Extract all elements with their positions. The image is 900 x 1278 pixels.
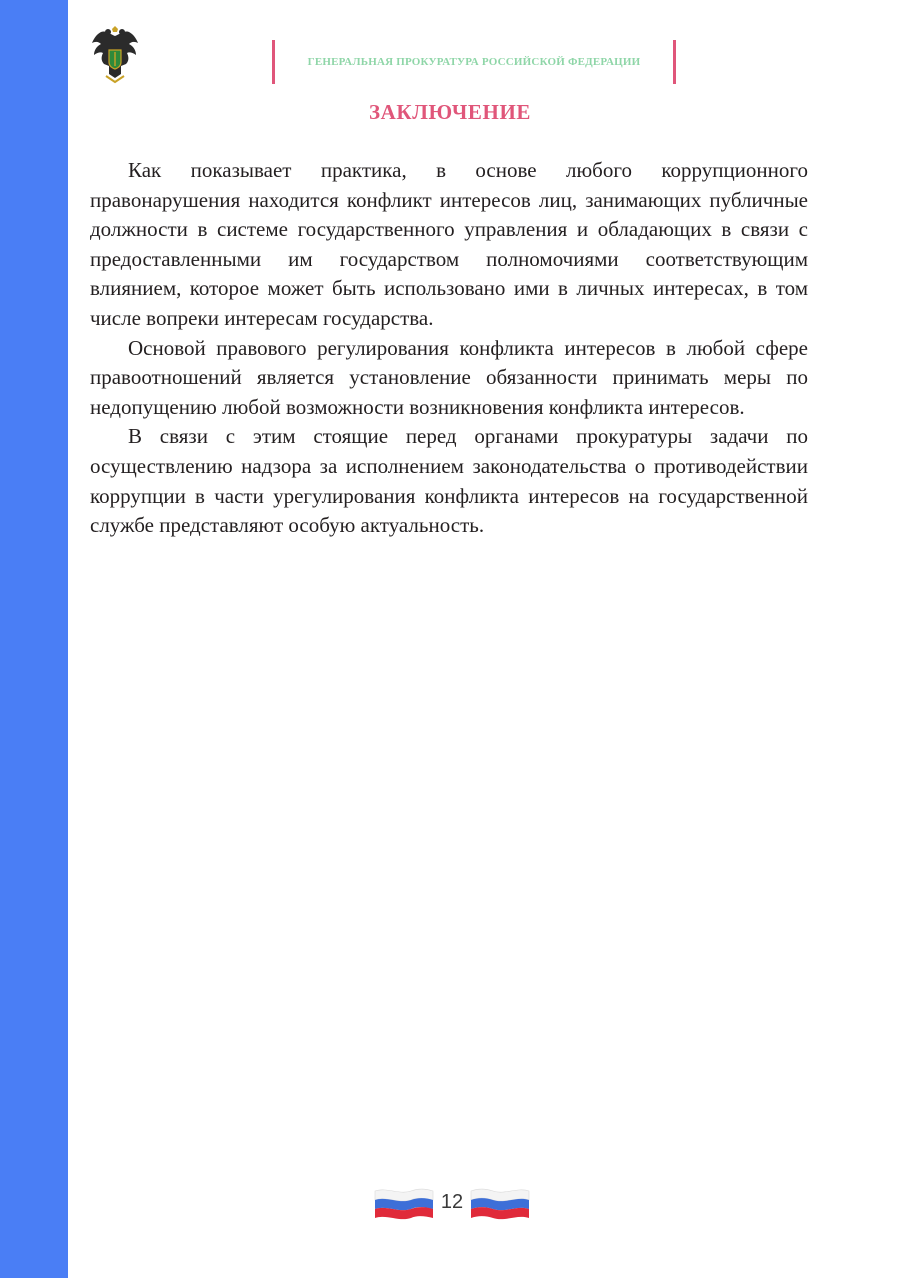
page-number: 12 — [440, 1191, 464, 1213]
organization-name: ГЕНЕРАЛЬНАЯ ПРОКУРАТУРА РОССИЙСКОЙ ФЕДЕРАЦИИ — [307, 56, 641, 68]
section-title: ЗАКЛЮЧЕНИЕ — [368, 100, 532, 124]
side-color-bar — [0, 0, 68, 1278]
page-footer — [373, 1185, 531, 1221]
paragraph: Как показывает практика, в основе любого коррупционного правонарушения находится конфликт интересов лиц, занимающих публичные должности в системе государственного управления и обладающих в связи с предоставленными им государством полномочиями соответствующим влиянием, которое может быть использовано ими в личных интересах, в том числе вопреки интересам государства. — [90, 158, 808, 330]
paragraph: В связи с этим стоящие перед органами прокуратуры задачи по осуществлению надзора за исполнением законодательства о противодействии коррупции в части урегулирования конфликта интересов на государственной службе представляют особую актуальность. — [90, 424, 808, 538]
russian-flag-icon — [469, 1185, 531, 1221]
russian-flag-icon — [373, 1185, 435, 1221]
paragraph: Основой правового регулирования конфликта интересов в любой сфере правоотношений является установление обязанности принимать меры по недопущению любой возможности возникновения конфликта интересов. — [90, 335, 808, 419]
header-banner — [272, 40, 676, 84]
body-text — [90, 156, 808, 541]
prosecutor-emblem-icon — [88, 26, 142, 86]
